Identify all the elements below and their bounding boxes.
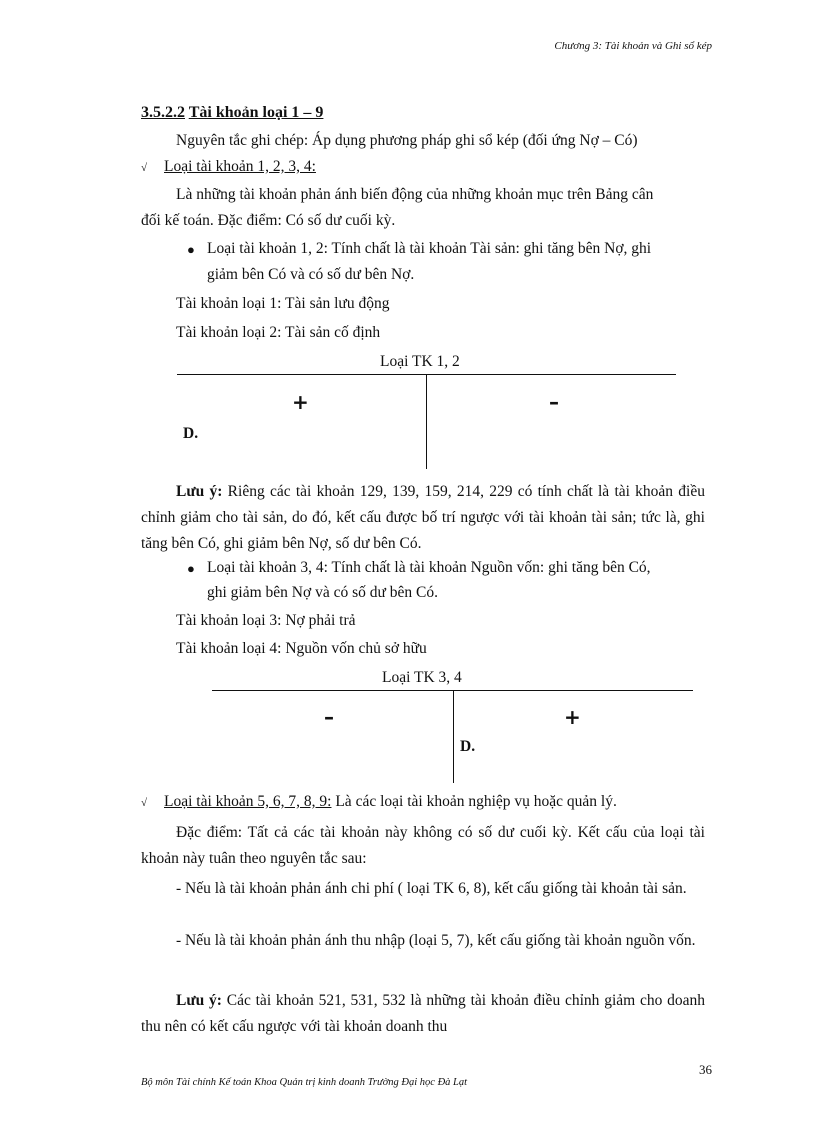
bullet2-line2: ghi giảm bên Nợ và có số dư bên Có. [207, 584, 438, 601]
group2-rule1: - Nếu là tài khoản phản ánh chi phí ( loại TK 6, 8), kết cấu giống tài khoản tài sản. [176, 880, 687, 897]
bullet-icon: ● [187, 561, 195, 576]
taccount2-title: Loại TK 3, 4 [382, 669, 462, 686]
type1-text: Tài khoản loại 1: Tài sản lưu động [176, 295, 390, 312]
type3-text: Tài khoản loại 3: Nợ phải trả [176, 612, 356, 629]
bullet1-line1: Loại tài khoản 1, 2: Tính chất là tài khoản Tài sản: ghi tăng bên Nợ, ghi [207, 240, 652, 257]
check-mark-icon: √ [141, 162, 148, 174]
taccount1-divider [426, 374, 427, 469]
group2-rule2: - Nếu là tài khoản phản ánh thu nhập (loại 5, 7), kết cấu giống tài khoản nguồn vốn. [176, 932, 696, 949]
section-title: Tài khoản loại 1 – 9 [188, 104, 324, 121]
group1-line1: Là những tài khoản phản ánh biến động của những khoản mục trên Bảng cân [176, 186, 654, 203]
group2-heading-rest: Là các loại tài khoản nghiệp vụ hoặc quản lý. [331, 793, 617, 810]
taccount2-balance: D. [460, 738, 476, 755]
type4-text: Tài khoản loại 4: Nguồn vốn chủ sở hữu [176, 640, 427, 657]
note1-text: Riêng các tài khoản 129, 139, 159, 214, 229 có tính chất là tài khoản điều chỉnh giảm cho tài sản, do đó, kết cấu được bố trí ngược với tài khoản tài sản; tức là, ghi tăng bên Có, ghi giảm bên Nợ, số dư bên Có. [141, 483, 705, 552]
intro-text: Nguyên tắc ghi chép: Áp dụng phương pháp ghi sổ kép (đối ứng Nợ – Có) [176, 132, 638, 149]
page-footer: Bộ môn Tài chính Kế toán Khoa Quản trị kinh doanh Trường Đại học Đà Lạt [141, 1077, 468, 1088]
note1-paragraph [141, 479, 705, 557]
taccount2-divider [453, 690, 454, 783]
taccount2-debit-sign: – [324, 705, 334, 729]
group2-heading-line [164, 793, 617, 811]
page-number: 36 [699, 1062, 712, 1077]
taccount1-debit-sign: + [292, 390, 309, 414]
taccount2-credit-sign: + [564, 705, 581, 729]
section-heading [141, 104, 323, 122]
bullet-icon: ● [187, 242, 195, 257]
taccount1-title: Loại TK 1, 2 [380, 353, 460, 370]
group1-heading: Loại tài khoản 1, 2, 3, 4: [164, 158, 316, 175]
note2-paragraph [141, 988, 705, 1040]
check-mark-icon: √ [141, 797, 148, 809]
chapter-header: Chương 3: Tài khoản và Ghi sổ kép [554, 40, 712, 52]
type2-text: Tài khoản loại 2: Tài sản cố định [176, 324, 381, 341]
note1-label: Lưu ý: [176, 483, 223, 500]
taccount1-balance: D. [183, 425, 199, 442]
section-number: 3.5.2.2 [141, 104, 185, 121]
group2-heading: Loại tài khoản 5, 6, 7, 8, 9: [164, 793, 332, 810]
group1-line2: đối kế toán. Đặc điểm: Có số dư cuối kỳ. [141, 212, 396, 229]
note2-label: Lưu ý: [176, 992, 222, 1009]
group2-feature: Đặc điểm: Tất cả các tài khoản này không có số dư cuối kỳ. Kết cấu của loại tài khoản này tuân theo nguyên tắc sau: [141, 824, 705, 867]
note2-text: Các tài khoản 521, 531, 532 là những tài khoản điều chỉnh giảm cho doanh thu nên có kết cấu ngược với tài khoản doanh thu [141, 992, 706, 1035]
bullet1-line2: giảm bên Có và có số dư bên Nợ. [207, 266, 415, 283]
taccount1-credit-sign: – [549, 390, 559, 414]
bullet2-line1: Loại tài khoản 3, 4: Tính chất là tài khoản Nguồn vốn: ghi tăng bên Có, [207, 559, 651, 576]
